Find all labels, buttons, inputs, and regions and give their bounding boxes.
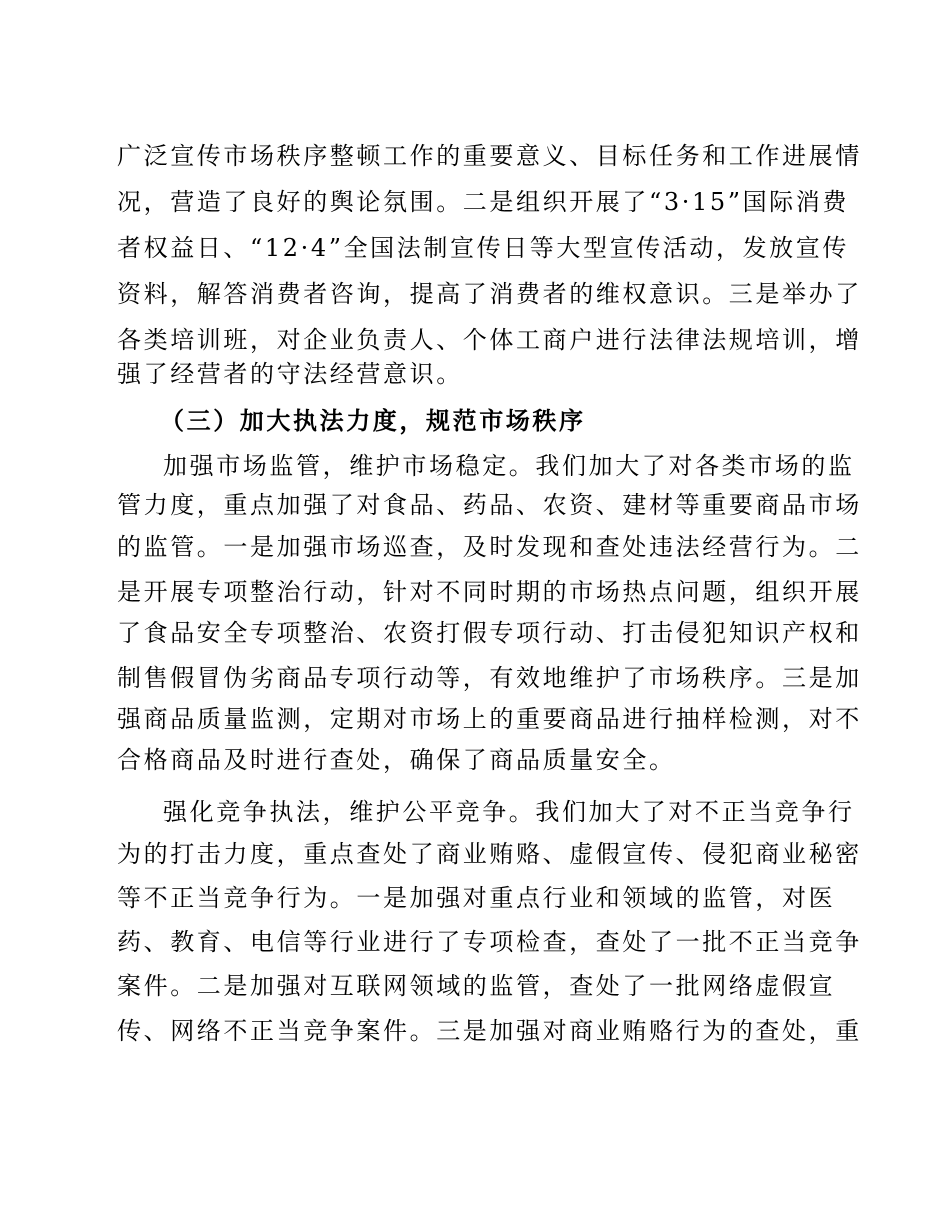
body-line: 管力度，重点加强了对食品、药品、农资、建材等重要商品市场 [117, 491, 862, 519]
paragraph-first-line: 加强市场监管，维护市场稳定。我们加大了对各类市场的监 [163, 452, 855, 480]
body-line: 了食品安全专项整治、农资打假专项行动、打击侵犯知识产权和 [117, 619, 862, 647]
body-line: 等不正当竞争行为。一是加强对重点行业和领域的监管，对医 [117, 884, 836, 912]
body-line: 是开展专项整治行动，针对不同时期的市场热点问题，组织开展 [117, 578, 862, 606]
body-line: 传、网络不正当竞争案件。三是加强对商业贿赂行为的查处，重 [117, 1017, 862, 1045]
paragraph-first-line: 强化竞争执法，维护公平竞争。我们加大了对不正当竞争行 [163, 798, 855, 826]
body-line: 况，营造了良好的舆论氛围。二是组织开展了“3·15”国际消费 [117, 188, 849, 216]
body-line: 各类培训班，对企业负责人、个体工商户进行法律法规培训，增 [117, 326, 862, 354]
body-line: 案件。二是加强对互联网领域的监管，查处了一批网络虚假宣 [117, 972, 836, 1000]
body-line: 为的打击力度，重点查处了商业贿赂、虚假宣传、侵犯商业秘密 [117, 840, 862, 868]
body-line: 合格商品及时进行查处，确保了商品质量安全。 [117, 746, 676, 774]
section-heading: （三）加大执法力度，规范市场秩序 [160, 406, 586, 435]
body-line: 的监管。一是加强市场巡查，及时发现和查处违法经营行为。二 [117, 533, 862, 561]
body-line: 药、教育、电信等行业进行了专项检查，查处了一批不正当竞争 [117, 928, 862, 956]
body-line: 资料，解答消费者咨询，提高了消费者的维权意识。三是举办了 [117, 280, 862, 308]
body-line: 者权益日、“12·4”全国法制宣传日等大型宣传活动，发放宣传 [117, 234, 849, 262]
body-line: 强商品质量监测，定期对市场上的重要商品进行抽样检测，对不 [117, 705, 862, 733]
body-line: 广泛宣传市场秩序整顿工作的重要意义、目标任务和工作进展情 [117, 142, 862, 170]
body-line: 强了经营者的守法经营意识。 [117, 360, 463, 388]
body-line: 制售假冒伪劣商品专项行动等，有效地维护了市场秩序。三是加 [117, 664, 862, 692]
